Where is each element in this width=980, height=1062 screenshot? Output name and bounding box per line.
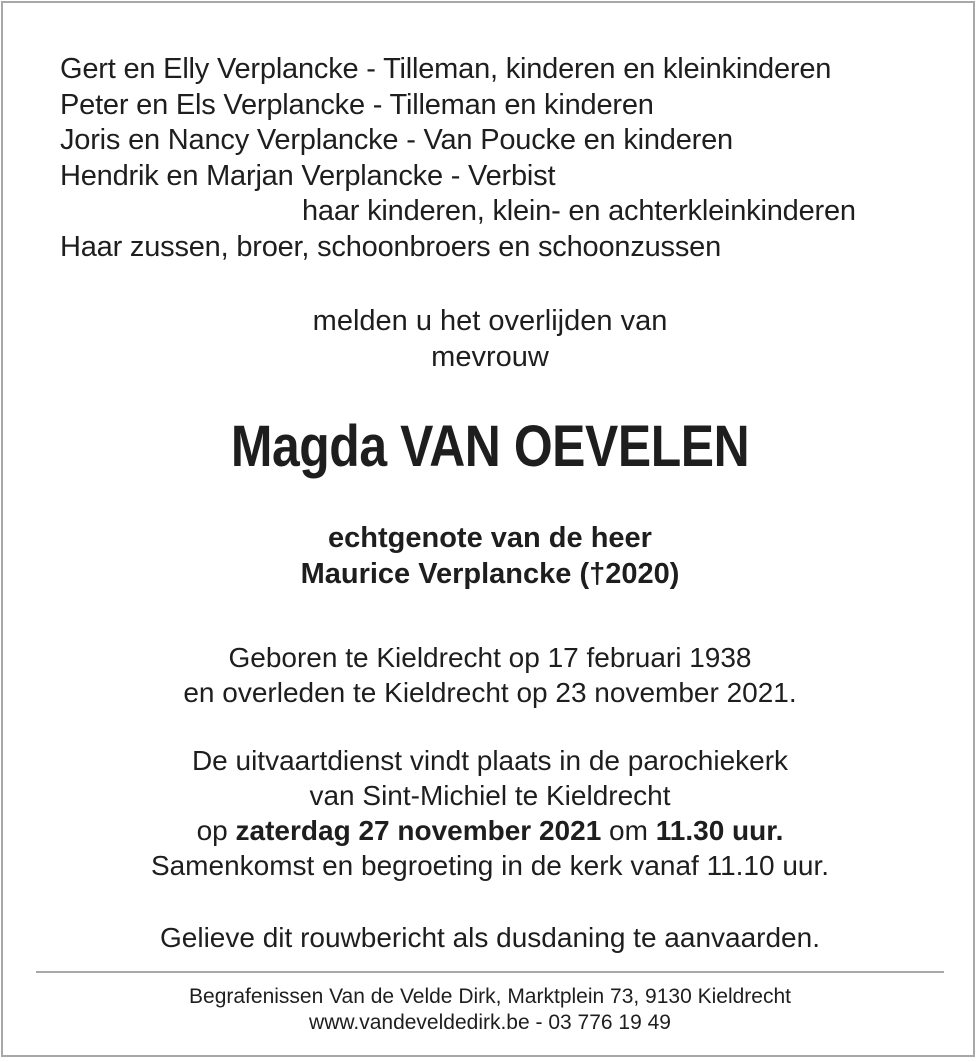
family-line: Peter en Els Verplancke - Tilleman en kinderen xyxy=(60,88,654,121)
funeral-service xyxy=(0,743,980,883)
announcement-title: mevrouw xyxy=(431,341,549,373)
closing-note: Gelieve dit rouwbericht als dusdaning te aanvaarden. xyxy=(160,922,820,953)
deceased-name: Magda VAN OEVELEN xyxy=(230,414,750,479)
footer-divider xyxy=(36,971,944,973)
spouse-relation: echtgenote van de heer xyxy=(328,522,652,554)
family-line: Haar zussen, broer, schoonbroers en schoonzussen xyxy=(60,230,722,263)
family-line-indented: haar kinderen, klein- en achterkleinkinderen xyxy=(302,195,856,227)
spouse-name: Maurice Verplancke (†2020) xyxy=(300,558,680,590)
birth-line: Geboren te Kieldrecht op 17 februari 1938 xyxy=(228,642,752,673)
service-middle: om xyxy=(601,815,656,846)
family-line: Joris en Nancy Verplancke - Van Poucke en kinderen xyxy=(60,124,733,156)
service-prefix: op xyxy=(196,815,236,846)
funeral-home-contact: www.vandeveldedirk.be - 03 776 19 49 xyxy=(309,1011,671,1034)
family-line: Gert en Elly Verplancke - Tilleman, kinderen en kleinkinderen xyxy=(60,53,832,85)
funeral-home-address: Begrafenissen Van de Velde Dirk, Marktplein 73, 9130 Kieldrecht xyxy=(189,985,791,1008)
service-time: 11.30 uur. xyxy=(655,815,784,846)
death-line: en overleden te Kieldrecht op 23 november 2021. xyxy=(183,677,797,708)
service-date: zaterdag 27 november 2021 xyxy=(235,815,602,846)
service-location-line: De uitvaartdienst vindt plaats in de parochiekerk xyxy=(191,745,789,776)
family-line: Hendrik en Marjan Verplancke - Verbist xyxy=(60,159,556,192)
service-datetime-line xyxy=(0,813,980,848)
life-dates xyxy=(0,640,980,710)
gathering-line: Samenkomst en begroeting in de kerk vanaf 11.10 uur. xyxy=(150,850,830,881)
announcement-line: melden u het overlijden van xyxy=(312,305,668,337)
funeral-home-footer xyxy=(0,984,980,1036)
announcement xyxy=(0,303,980,375)
service-church-line: van Sint-Michiel te Kieldrecht xyxy=(309,780,671,811)
spouse-info xyxy=(0,520,980,592)
family-list xyxy=(60,52,856,265)
